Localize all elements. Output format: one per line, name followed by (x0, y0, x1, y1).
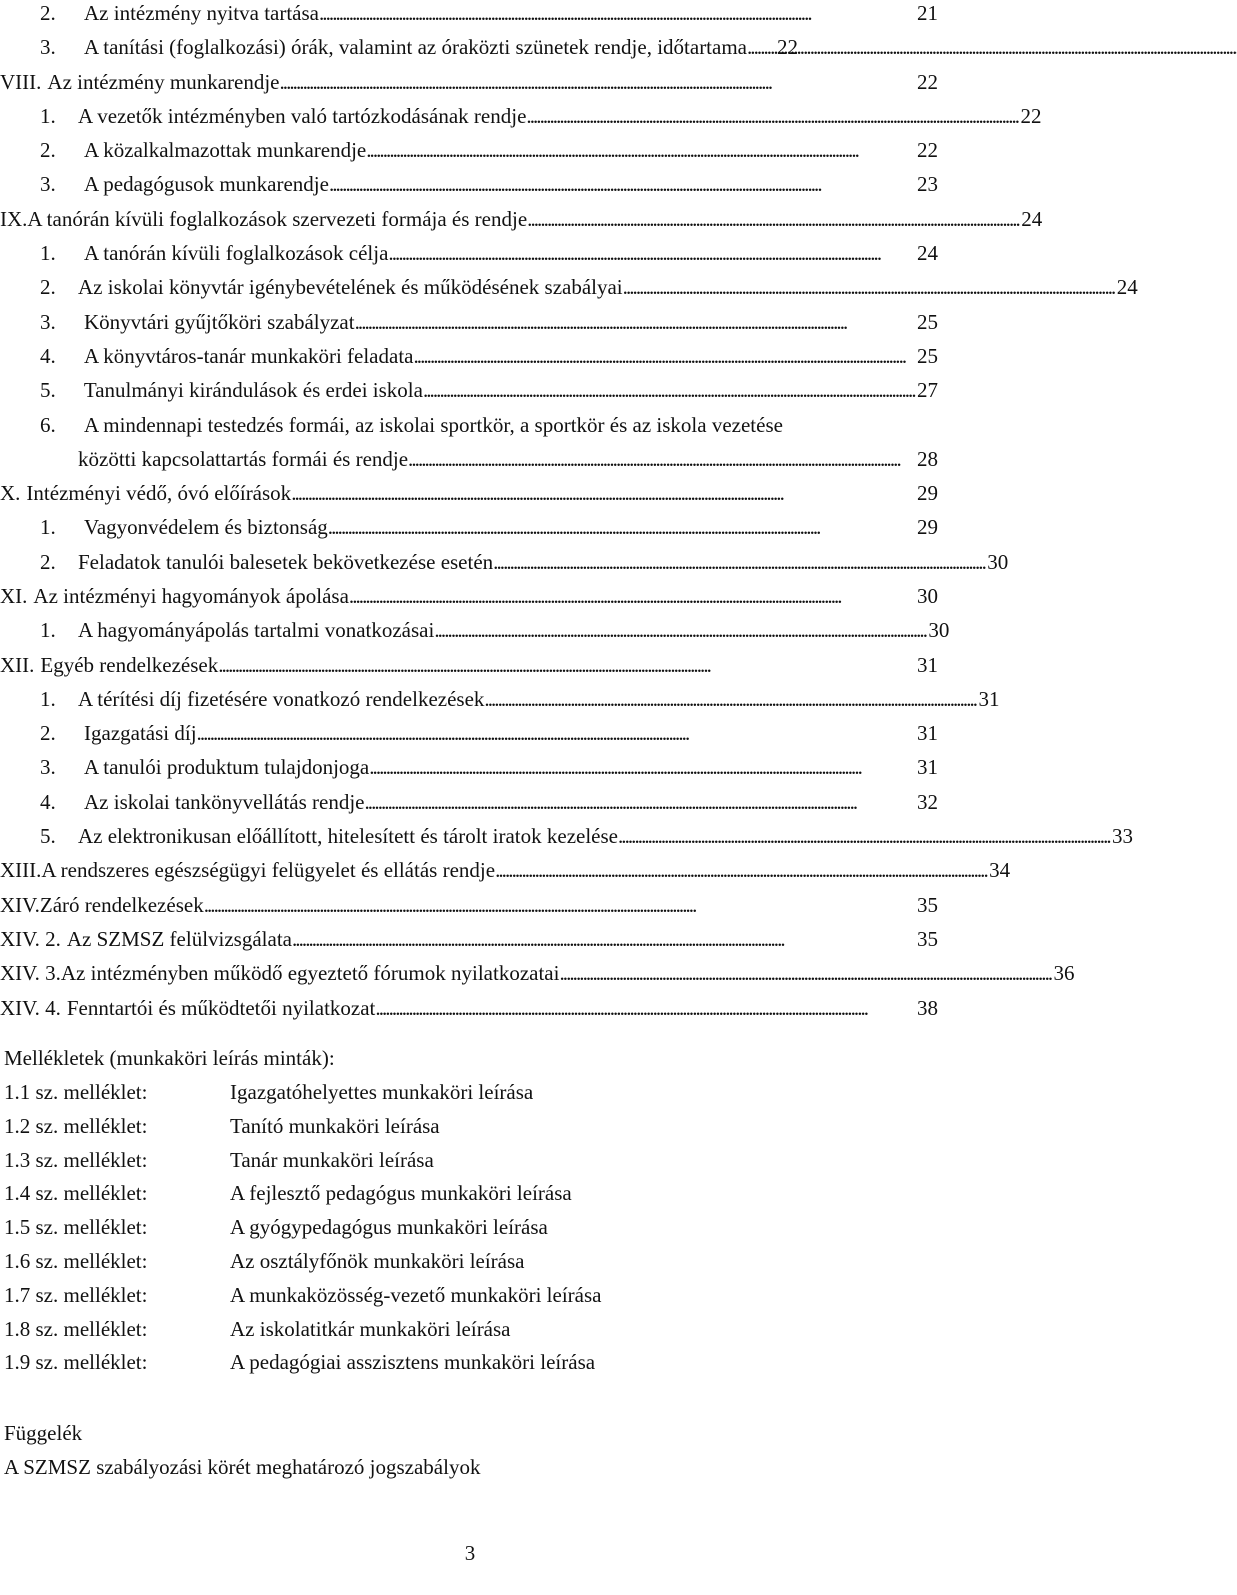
annex-label: 1.8 sz. melléklet: (4, 1316, 148, 1341)
annex-entry (4, 1113, 904, 1147)
toc-entry-page: 27 (917, 378, 938, 403)
toc-entry[interactable] (0, 343, 938, 377)
toc-entry-page: 31 (917, 721, 938, 746)
toc-entry-number: 2. (40, 138, 56, 163)
toc-entry[interactable] (0, 309, 938, 343)
toc-entry-title: Igazgatási díj (84, 721, 197, 746)
toc-entry-title: A közalkalmazottak munkarendje (84, 138, 367, 163)
toc-entry-title: A tanítási (foglalkozási) órák, valamint az óraközti szünetek rendje, időtartama (84, 35, 747, 60)
toc-entry[interactable] (0, 995, 938, 1029)
toc-entry-number: 2. (40, 275, 56, 300)
toc-entry-page: 31 (917, 652, 938, 677)
toc-entry-page: 22 (917, 138, 938, 163)
annex-title: Igazgatóhelyettes munkaköri leírása (230, 1080, 534, 1104)
toc-entry-page: 32 (917, 789, 938, 814)
toc-entry[interactable] (0, 240, 938, 274)
toc-entry[interactable] (0, 857, 1011, 891)
toc-entry-page: 34 (989, 858, 1011, 883)
toc-leader-dots (291, 480, 913, 506)
appendix-section (4, 1420, 480, 1488)
toc-leader-dots (527, 206, 1017, 232)
toc-entry-page: 24 (1116, 275, 1138, 300)
toc-entry-page: 29 (917, 515, 938, 540)
toc-entry-title: A tanórán kívüli foglalkozások szervezeti formája és rendje (27, 206, 528, 231)
toc-entry[interactable] (0, 69, 938, 103)
toc-entry-title: A tanulói produktum tulajdonjoga (84, 755, 370, 780)
toc-entry-page: 30 (928, 618, 950, 643)
annex-title: Tanító munkaköri leírása (230, 1113, 440, 1138)
toc-entry[interactable] (0, 720, 938, 754)
toc-leader-dots (366, 137, 913, 163)
toc-entry-number: 1. (40, 241, 56, 266)
toc-entry-number: 3. (40, 35, 56, 60)
toc-entry-number: 6. (40, 412, 56, 437)
toc-entry[interactable] (0, 412, 938, 481)
toc-entry-page: 22 (917, 69, 938, 94)
toc-entry-page: 38 (917, 995, 938, 1020)
toc-entry-title: Tanulmányi kirándulások és erdei iskola (83, 378, 423, 403)
toc-leader-dots (434, 617, 924, 643)
toc-leader-dots (375, 995, 913, 1021)
toc-entry[interactable] (0, 617, 950, 651)
toc-entry-number: XIV. 2. (0, 926, 61, 951)
annex-title: A gyógypedagógus munkaköri leírása (230, 1215, 548, 1240)
toc-entry-title: A könyvtáros-tanár munkaköri feladata (84, 343, 414, 368)
toc-leader-dots (484, 686, 974, 712)
annexes-list (4, 1079, 904, 1383)
toc-leader-dots (355, 309, 913, 335)
toc-entry-number: 1. (40, 103, 56, 128)
annex-title: Az osztályfőnök munkaköri leírása (230, 1248, 525, 1273)
toc-entry-number: 2. (40, 721, 56, 746)
toc-leader-dots (495, 857, 985, 883)
toc-entry-page: 33 (1112, 824, 1134, 849)
toc-entry-title: Az SZMSZ felülvizsgálata (66, 926, 292, 951)
toc-entry-page: 35 (917, 892, 938, 917)
annex-label: 1.5 sz. melléklet: (4, 1215, 148, 1240)
toc-entry-title: A tanórán kívüli foglalkozások célja (84, 241, 389, 266)
toc-entry-title: Fenntartói és működtetői nyilatkozat (66, 995, 376, 1020)
toc-entry-number: XIV. 3. (0, 961, 61, 986)
toc-entry[interactable] (0, 377, 938, 411)
toc-entry-page: 22 (1020, 103, 1042, 128)
toc-entry-title: Az iskolai könyvtár igénybevételének és működésének szabályai (78, 275, 623, 300)
toc-entry[interactable] (0, 0, 938, 34)
toc-entry-title: A térítési díj fizetésére vonatkozó rendelkezések (78, 686, 485, 711)
toc-entry-title: Az intézmény nyitva tartása (84, 1, 319, 25)
toc-entry-page: 36 (1053, 961, 1075, 986)
toc-entry-title: Az intézményben működő egyeztető fórumok nyilatkozatai (60, 961, 560, 986)
annexes-heading: Mellékletek (munkaköri leírás minták): (4, 1046, 335, 1070)
toc-entry[interactable] (0, 274, 1138, 308)
toc-entry[interactable] (0, 652, 938, 686)
toc-leader-dots (618, 823, 1108, 849)
toc-leader-dots (279, 69, 913, 95)
toc-leader-dots (349, 583, 913, 609)
annex-title: Az iskolatitkár munkaköri leírása (230, 1316, 511, 1341)
toc-leader-dots (493, 549, 983, 575)
toc-entry-title: Az elektronikusan előállított, hitelesített és tárolt iratok kezelése (78, 824, 618, 849)
annex-title: A munkaközösség-vezető munkaköri leírása (230, 1282, 602, 1307)
toc-entry-page: 30 (987, 549, 1009, 574)
toc-entry-number: 3. (40, 172, 56, 197)
toc-entry-page: 23 (917, 172, 938, 197)
toc-entry-title: A hagyományápolás tartalmi vonatkozásai (78, 618, 435, 643)
toc-entry-number: IX. (0, 206, 28, 231)
toc-entry[interactable] (0, 686, 1000, 720)
toc-entry-number: 3. (40, 755, 56, 780)
toc-leader-dots (328, 514, 913, 540)
toc-entry-title: Intézményi védő, óvó előírások (26, 481, 292, 506)
toc-entry[interactable] (0, 137, 938, 171)
toc-entry[interactable] (0, 34, 938, 68)
toc-entry-title: Vagyonvédelem és biztonság (84, 515, 328, 540)
toc-entry-title: A mindennapi testedzés formái, az iskolai sportkör, a sportkör és az iskola vezetése (84, 412, 783, 437)
annex-label: 1.1 sz. melléklet: (4, 1080, 148, 1104)
toc-entry[interactable] (0, 549, 1009, 583)
annex-label: 1.3 sz. melléklet: (4, 1147, 148, 1172)
toc-entry-title: A vezetők intézményben való tartózkodásának rendje (78, 103, 527, 128)
toc-entry[interactable] (0, 960, 1075, 994)
toc-entry[interactable] (0, 583, 938, 617)
annex-entry (4, 1349, 904, 1383)
toc-entry-page: 21 (917, 1, 938, 25)
toc-leader-dots (329, 171, 913, 197)
toc-entry-title: Feladatok tanulói balesetek bekövetkezése esetén (78, 549, 494, 574)
toc-entry-title: Az iskolai tankönyvellátás rendje (84, 789, 365, 814)
toc-leader-dots (218, 652, 913, 678)
annex-label: 1.4 sz. melléklet: (4, 1181, 148, 1206)
toc-leader-dots (559, 960, 1049, 986)
annex-title: Tanár munkaköri leírása (230, 1147, 434, 1172)
toc-entry-page: 24 (917, 241, 938, 266)
toc-entry[interactable] (0, 514, 938, 548)
toc-leader-dots (365, 789, 914, 815)
toc-entry-title: Egyéb rendelkezések (40, 652, 219, 677)
annexes-section (4, 1045, 904, 1383)
toc-leader-dots (369, 754, 913, 780)
toc-entry-page: 31 (978, 686, 1000, 711)
toc-entry-number: 1. (40, 515, 56, 540)
toc-entry-title: Könyvtári gyűjtőköri szabályzat (84, 309, 355, 334)
page-number: 3 (464, 1541, 476, 1565)
toc-entry-number: 5. (40, 824, 56, 849)
annex-label: 1.7 sz. melléklet: (4, 1282, 148, 1307)
toc-leader-dots (204, 892, 913, 918)
toc-leader-dots (292, 926, 913, 952)
toc-entry-title: közötti kapcsolattartás formái és rendje (78, 446, 409, 471)
annex-entry (4, 1079, 904, 1113)
annex-entry (4, 1282, 904, 1316)
toc-entry[interactable] (0, 823, 1134, 857)
toc-entry[interactable] (0, 926, 938, 960)
toc-leader-dots (408, 446, 913, 472)
toc-leader-dots (388, 240, 913, 266)
toc-leader-dots (423, 377, 913, 403)
toc-leader-dots (319, 0, 913, 26)
toc-entry-page: 24 (1021, 206, 1043, 231)
toc-entry[interactable] (0, 171, 938, 205)
toc-entry-number: 5. (40, 378, 56, 403)
toc-leader-dots (623, 274, 1113, 300)
annex-title: A fejlesztő pedagógus munkaköri leírása (230, 1181, 572, 1206)
toc-entry-page: 25 (917, 343, 938, 368)
annex-entry (4, 1180, 904, 1214)
toc-entry[interactable] (0, 206, 1043, 240)
toc-leader-dots (197, 720, 913, 746)
toc-entry-page: 30 (917, 583, 938, 608)
toc-entry-title: Az intézmény munkarendje (47, 69, 280, 94)
annex-entry (4, 1248, 904, 1282)
toc-entry-number: 4. (40, 789, 56, 814)
annex-entry (4, 1316, 904, 1350)
toc-entry-page: 22 (777, 35, 798, 60)
toc-leader-dots (526, 103, 1016, 129)
toc-entry[interactable] (0, 103, 1042, 137)
annex-label: 1.9 sz. melléklet: (4, 1350, 148, 1375)
toc-leader-dots (747, 34, 765, 60)
annex-entry (4, 1214, 904, 1248)
toc-entry-number: XIV. (0, 892, 40, 917)
toc-entry-number: 1. (40, 686, 56, 711)
toc-entry-number: 1. (40, 618, 56, 643)
toc-entry[interactable] (0, 480, 938, 514)
toc-entry-title: A pedagógusok munkarendje (84, 172, 329, 197)
annex-entry (4, 1147, 904, 1181)
toc-entry-number: 2. (40, 1, 56, 25)
toc-entry-title: Záró rendelkezések (39, 892, 204, 917)
toc-entry-number: X. (0, 481, 21, 506)
toc-entry-page: 31 (917, 755, 938, 780)
toc-entry-number: VIII. (0, 69, 42, 94)
toc-entry-title: Az intézményi hagyományok ápolása (33, 583, 349, 608)
toc-leader-dots (413, 343, 913, 369)
toc-entry-number: XIV. 4. (0, 995, 61, 1020)
toc-entry-number: XIII. (0, 858, 42, 883)
annex-label: 1.2 sz. melléklet: (4, 1113, 148, 1138)
toc-entry[interactable] (0, 754, 938, 788)
toc-entry[interactable] (0, 892, 938, 926)
toc-entry-number: XI. (0, 583, 28, 608)
toc-entry-page: 35 (917, 926, 938, 951)
toc-entry-number: XII. (0, 652, 35, 677)
annex-label: 1.6 sz. melléklet: (4, 1248, 148, 1273)
toc-entry-page: 29 (917, 481, 938, 506)
appendix-line: A SZMSZ szabályozási körét meghatározó jogszabályok (4, 1455, 481, 1479)
toc-entry-title: A rendszeres egészségügyi felügyelet és ellátás rendje (41, 858, 496, 883)
toc-entry-page: 25 (917, 309, 938, 334)
toc-entry-number: 3. (40, 309, 56, 334)
toc-entry-number: 2. (40, 549, 56, 574)
toc-entry-page: 28 (917, 446, 938, 471)
toc-entry-number: 4. (40, 343, 56, 368)
annex-title: A pedagógiai asszisztens munkaköri leírása (230, 1350, 596, 1375)
appendix-heading: Függelék (4, 1421, 83, 1445)
toc-entry[interactable] (0, 789, 938, 823)
